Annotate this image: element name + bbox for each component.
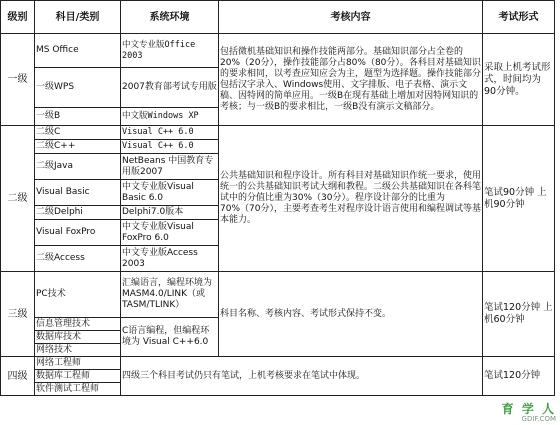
level4-subject-2: 软件测试工程师 bbox=[35, 383, 121, 396]
level2-subject-5: Visual FoxPro bbox=[35, 220, 121, 246]
level2-label: 二级 bbox=[1, 126, 35, 272]
site-watermark bbox=[502, 400, 556, 423]
header-format: 考试形式 bbox=[483, 1, 555, 34]
level2-subject-2: 二级Java bbox=[35, 154, 121, 180]
level1-label: 一级 bbox=[1, 34, 35, 126]
table-row bbox=[1, 126, 555, 140]
level4-content: 四级三个科目考试仍只有笔试，上机考核要求在笔试中体现。 bbox=[121, 357, 483, 396]
level3-format: 笔试120分钟 上机60分钟 bbox=[483, 272, 555, 357]
level1-subject-1: 一级WPS bbox=[35, 68, 121, 108]
level2-content: 公共基础知识和程序设计。所有科目对基础知识作统一要求，使用统一的公共基础知识考试大纲和教程。二级公共基础知识在各科笔试中的分值比重为30%（30分）。程序设计部分的比重为70%（70分），主要考查考生对程序设计语言使用和编程调试等基本能力。 bbox=[219, 126, 483, 272]
level1-subject-2: 一级B bbox=[35, 108, 121, 126]
level1-env-2: 中文版Windows XP bbox=[121, 108, 219, 126]
watermark-sub: GDIF.COM bbox=[521, 415, 556, 423]
level2-subject-1: 二级C++ bbox=[35, 140, 121, 154]
level2-env-3: 中文专业版Visual Basic 6.0 bbox=[121, 180, 219, 206]
level2-env-0: Visual C++ 6.0 bbox=[121, 126, 219, 140]
level1-env-0: 中文专业版Office 2003 bbox=[121, 34, 219, 68]
level2-env-4: Delphi7.0版本 bbox=[121, 206, 219, 220]
table-row bbox=[1, 357, 555, 370]
table-row bbox=[1, 34, 555, 68]
level1-content: 包括微机基础知识和操作技能两部分。基础知识部分占全卷的20%（20分），操作技能部分占80%（80分）。各科目对基础知识的要求相同，以考查应知应会为主，题型为选择题。操作技能部分包括汉字录入、Windows使用、文字排版、电子表格、演示文稿、因特网的简单应用。一级B在现有基础上增加对因特网知识的考核；与一级B的要求相比，一级B没有演示文稿部分。 bbox=[219, 34, 483, 126]
level3-content: 科目名称、考核内容、考试形式保持不变。 bbox=[219, 272, 483, 357]
level1-env-1: 2007教育部考试专用版 bbox=[121, 68, 219, 108]
level2-subject-6: 二级Access bbox=[35, 246, 121, 272]
level3-env-1: C语言编程，但编程环境为 Visual C++6.0 bbox=[121, 318, 219, 357]
header-level: 级别 bbox=[1, 1, 35, 34]
header-row bbox=[1, 1, 555, 34]
level2-subject-3: Visual Basic bbox=[35, 180, 121, 206]
level1-subject-0: MS Office bbox=[35, 34, 121, 68]
level4-label: 四级 bbox=[1, 357, 35, 396]
level2-subject-0: 二级C bbox=[35, 126, 121, 140]
level3-subject-2: 数据库技术 bbox=[35, 331, 121, 344]
level2-env-6: 中文专业版Access 2003 bbox=[121, 246, 219, 272]
table-row bbox=[1, 272, 555, 318]
header-content: 考核内容 bbox=[219, 1, 483, 34]
level2-env-2: NetBeans 中国教育专用版2007 bbox=[121, 154, 219, 180]
level3-env-0: 汇编语言，编程环境为MASM4.0/LINK（或TASM/TLINK） bbox=[121, 272, 219, 318]
level3-subject-1: 信息管理技术 bbox=[35, 318, 121, 331]
header-env: 系统环境 bbox=[121, 1, 219, 34]
level4-subject-1: 数据库工程师 bbox=[35, 370, 121, 383]
level1-format: 采取上机考试形式，时间均为90分钟。 bbox=[483, 34, 555, 126]
level2-format: 笔试90分钟 上机90分钟 bbox=[483, 126, 555, 272]
level2-subject-4: 二级Delphi bbox=[35, 206, 121, 220]
level2-env-1: Visual C++ 6.0 bbox=[121, 140, 219, 154]
watermark-text: 育 学 人 bbox=[501, 402, 556, 416]
level3-label: 三级 bbox=[1, 272, 35, 357]
level2-env-5: 中文专业版Visual FoxPro 6.0 bbox=[121, 220, 219, 246]
level3-subject-0: PC技术 bbox=[35, 272, 121, 318]
header-subject: 科目/类别 bbox=[35, 1, 121, 34]
level4-subject-0: 网络工程师 bbox=[35, 357, 121, 370]
level3-subject-3: 网络技术 bbox=[35, 344, 121, 357]
level4-format: 笔试120分钟 bbox=[483, 357, 555, 396]
